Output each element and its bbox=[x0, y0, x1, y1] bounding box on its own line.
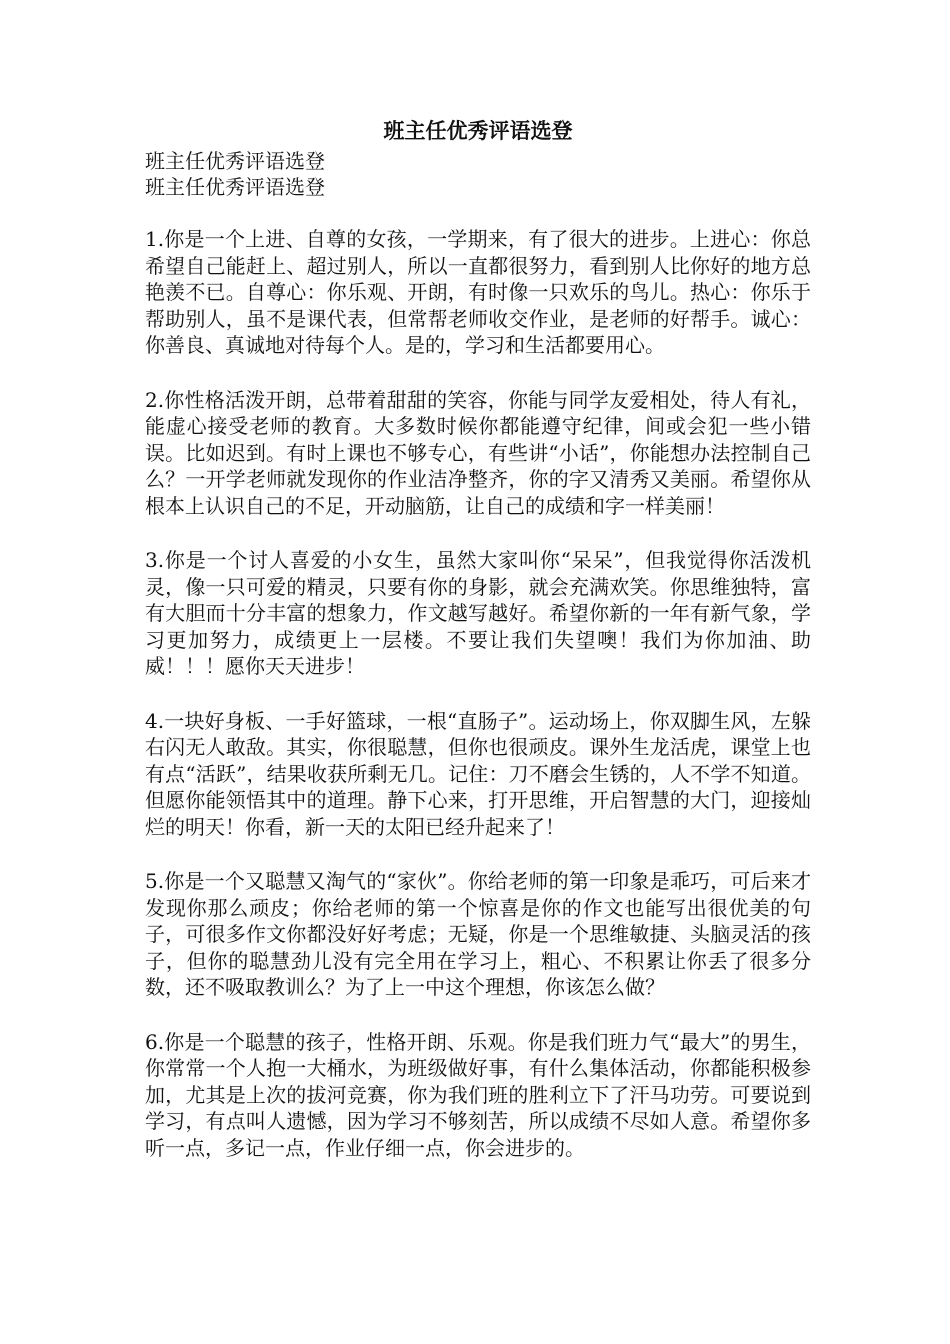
comment-paragraph-3: 3.你是一个讨人喜爱的小女生，虽然大家叫你“呆呆”，但我觉得你活泼机灵，像一只可爱的精灵，只要有你的身影，就会充满欢笑。你思维独特，富有大胆而十分丰富的想象力，作文越写越好。希望你新的一年有新气象，学习更加努力，成绩更上一层楼。不要让我们失望噢！我们为你加油、助威！！！愿你天天进步！ bbox=[145, 548, 811, 678]
document-page bbox=[145, 118, 811, 1189]
document-title: 班主任优秀评语选登 bbox=[383, 118, 573, 143]
comment-paragraph-1: 1.你是一个上进、自尊的女孩，一学期来，有了很大的进步。上进心：你总希望自己能赶上、超过别人，所以一直都很努力，看到别人比你好的地方总艳羡不已。自尊心：你乐观、开朗，有时像一只欢乐的鸟儿。热心：你乐于帮助别人，虽不是课代表，但常帮老师收交作业，是老师的好帮手。诚心：你善良、真诚地对待每个人。是的，学习和生活都要用心。 bbox=[145, 227, 811, 357]
comment-paragraph-6: 6.你是一个聪慧的孩子，性格开朗、乐观。你是我们班力气“最大”的男生，你常常一个人抱一大桶水，为班级做好事，有什么集体活动，你都能积极参加，尤其是上次的拔河竞赛，你为我们班的胜利立下了汗马功劳。可要说到学习，有点叫人遗憾，因为学习不够刻苦，所以成绩不尽如人意。希望你多听一点，多记一点，作业仔细一点，你会进步的。 bbox=[145, 1029, 811, 1160]
comment-paragraph-5: 5.你是一个又聪慧又淘气的“家伙”。你给老师的第一印象是乖巧，可后来才发现你那么顽皮；你给老师的第一个惊喜是你的作文也能写出很优美的句子，可很多作文你都没好好考虑；无疑，你是一个思维敏捷、头脑灵活的孩子，但你的聪慧劲儿没有完全用在学习上，粗心、不积累让你丢了很多分数，还不吸取教训么？为了上一中这个理想，你该怎么做？ bbox=[145, 869, 811, 999]
comment-paragraph-2: 2.你性格活泼开朗，总带着甜甜的笑容，你能与同学友爱相处，待人有礼，能虚心接受老师的教育。大多数时候你都能遵守纪律，间或会犯一些小错误。比如迟到。有时上课也不够专心，有些讲“小话”，你能想办法控制自己么？一开学老师就发现你的作业洁净整齐，你的字又清秀又美丽。希望你从根本上认识自己的不足，开动脑筋，让自己的成绩和字一样美丽！ bbox=[145, 387, 811, 518]
blank-line bbox=[145, 200, 811, 226]
comment-paragraph-4: 4.一块好身板、一手好篮球，一根“直肠子”。运动场上，你双脚生风，左躲右闪无人敢敌。其实，你很聪慧，但你也很顽皮。课外生龙活虎，课堂上也有点“活跃”，结果收获所剩无几。记住：刀不磨会生锈的，人不学不知道。但愿你能领悟其中的道理。静下心来，打开思维，开启智慧的大门，迎接灿烂的明天！你看，新一天的太阳已经升起来了！ bbox=[145, 708, 811, 839]
subtitle-line-2: 班主任优秀评语选登 bbox=[145, 175, 325, 199]
subtitle-line-1: 班主任优秀评语选登 bbox=[145, 149, 325, 173]
